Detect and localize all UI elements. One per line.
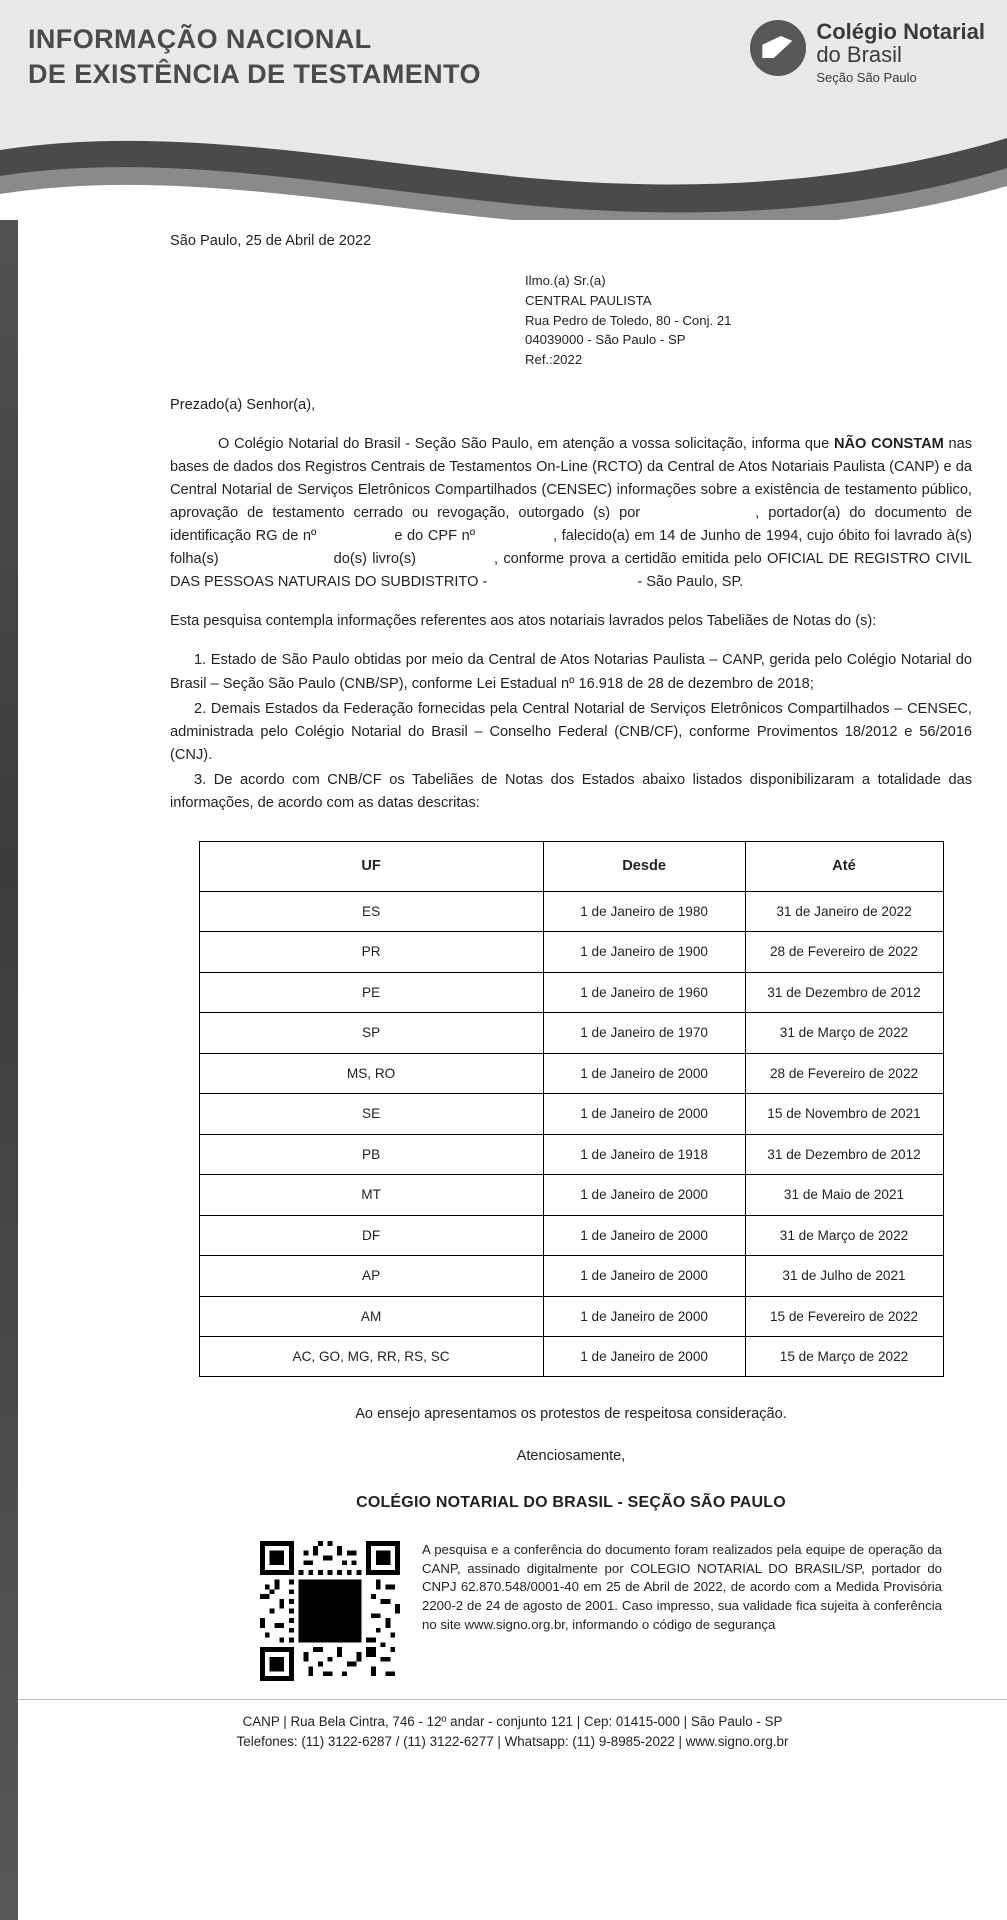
table-header-ate: Até [745,841,943,891]
footer-address-line: CANP | Rua Bela Cintra, 746 - 12º andar - conjunto 121 | Cep: 01415-000 | São Paulo - SP [242,1713,783,1729]
cell-uf: PR [199,932,543,972]
table-body [199,891,943,1377]
cell-uf: ES [199,891,543,931]
cell-uf: AM [199,1296,543,1336]
cell-desde: 1 de Janeiro de 2000 [543,1175,745,1215]
table-row [199,1296,943,1336]
cell-ate: 15 de Fevereiro de 2022 [745,1296,943,1336]
letter-paragraph-main [170,433,972,594]
paragraph-segment-d: e do CPF nº [394,528,476,545]
notary-pen-circle-icon [750,20,806,76]
letter-greeting: Prezado(a) Senhor(a), [170,397,316,414]
table-row [199,1013,943,1053]
cell-ate: 28 de Fevereiro de 2022 [745,1053,943,1093]
cell-desde: 1 de Janeiro de 2000 [543,1296,745,1336]
table-row [199,891,943,931]
table-header-uf: UF [199,841,543,891]
cell-uf: PE [199,972,543,1012]
letter-item-3: 3. De acordo com CNB/CF os Tabeliães de Notas dos Estados abaixo listados disponibilizaram a totalidade das informações, de acordo com as datas descritas: [170,771,972,811]
table-row [199,932,943,972]
cell-desde: 1 de Janeiro de 1900 [543,932,745,972]
cell-desde: 1 de Janeiro de 1970 [543,1013,745,1053]
closing-line-2: Atenciosamente, [516,1447,626,1464]
table-header-row [199,841,943,891]
recipient-line3: Rua Pedro de Toledo, 80 - Conj. 21 [525,312,732,328]
brand-logo [750,20,985,85]
uf-coverage-table [199,841,944,1378]
cell-ate: 31 de Maio de 2021 [745,1175,943,1215]
cell-uf: SE [199,1094,543,1134]
letter-item-2: 2. Demais Estados da Federação fornecidas pela Central Notarial de Serviços Eletrônicos Compartilhados – CENSEC, administrada pelo Colégio Notarial do Brasil – Conselho Federal (CNB/CF), conforme Provimentos 18/2012 e 56/2016 (CNJ). [170,700,972,763]
header-wave-decoration [0,110,1007,220]
recipient-line1: Ilmo.(a) Sr.(a) [525,273,606,289]
letter-body [0,230,1007,1681]
letter-item-1: 1. Estado de São Paulo obtidas por meio da Central de Atos Notarias Paulista – CANP, gerida pelo Colégio Notarial do Brasil – Seção São Paulo (CNB/SP), conforme Lei Estadual nº 16.918 de 28 de dezembro de 2018; [170,652,972,692]
logo-text-line3: Seção São Paulo [816,70,917,86]
cell-desde: 1 de Janeiro de 1960 [543,972,745,1012]
page-title [28,22,481,91]
table-row [199,1215,943,1255]
document-footer [0,1699,1007,1766]
cell-uf: SP [199,1013,543,1053]
recipient-line4: 04039000 - São Paulo - SP [525,332,686,348]
logo-text-line2: do Brasil [816,42,902,68]
legal-disclaimer-text: A pesquisa e a conferência do documento foram realizados pela equipe de operação da CANP, assinado digitalmente por COLEGIO NOTARIAL DO BRASIL/SP, portador do CNPJ 62.870.548/0001-40 em 25 de Abril de 2022, de acordo com a Medida Provisória 2200-2 de 24 de agosto de 2001. Caso impresso, sua validade fica sujeita à conferência no site www.signo.org.br, informando o código de segurança [422,1541,942,1632]
page-title-line1: INFORMAÇÃO NACIONAL [28,24,372,54]
document-header [0,0,1007,110]
closing-line-1: Ao ensejo apresentamos os protestos de respeitosa consideração. [355,1406,787,1423]
table-header-desde: Desde [543,841,745,891]
cell-ate: 31 de Março de 2022 [745,1215,943,1255]
cell-desde: 1 de Janeiro de 1918 [543,1134,745,1174]
table-row [199,1175,943,1215]
paragraph-emphasis-nao-constam: NÃO CONSTAM [833,436,944,453]
cell-uf: MT [199,1175,543,1215]
recipient-line5: Ref.:2022 [525,352,583,368]
table-row [199,1256,943,1296]
letter-date: São Paulo, 25 de Abril de 2022 [170,233,372,249]
cell-ate: 31 de Julho de 2021 [745,1256,943,1296]
table-row [199,1336,943,1376]
cell-uf: PB [199,1134,543,1174]
cell-ate: 28 de Fevereiro de 2022 [745,932,943,972]
cell-desde: 1 de Janeiro de 2000 [543,1053,745,1093]
recipient-line2: CENTRAL PAULISTA [525,292,652,308]
page-title-line2: DE EXISTÊNCIA DE TESTAMENTO [28,58,481,89]
recipient-block [525,271,972,370]
cell-ate: 31 de Dezembro de 2012 [745,1134,943,1174]
paragraph-segment-a: O Colégio Notarial do Brasil - Seção São Paulo, em atenção a vossa solicitação, informa que [218,436,834,453]
paragraph-segment-c: , portador(a) do documento de identificação RG de nº [170,505,973,545]
qr-code-icon [260,1541,400,1681]
cell-ate: 31 de Março de 2022 [745,1013,943,1053]
table-row [199,1053,943,1093]
logo-text-line1: Colégio Notarial [816,19,985,44]
cell-desde: 1 de Janeiro de 2000 [543,1336,745,1376]
paragraph-segment-f: do(s) livro(s) [333,551,416,568]
paragraph-segment-g: , conforme prova a certidão emitida pelo OFICIAL DE REGISTRO CIVIL DAS PESSOAS NATURAIS DO SUBDISTRITO - [170,551,973,591]
paragraph-segment-h: - São Paulo, SP. [637,574,744,591]
paragraph-segment-b: nas bases de dados dos Registros Centrais de Testamentos On-Line (RCTO) da Central de Atos Notariais Paulista (CANP) e da Central Notarial de Serviços Eletrônicos Compartilhados (CENSEC) informações sobre a existência de testamento público, aprovação de testamento cerrado ou revogação, outorgado (s) por [170,436,972,522]
footer-contact-line: Telefones: (11) 3122-6287 / (11) 3122-6277 | Whatsapp: (11) 9-8985-2022 | www.signo.org.br [236,1733,789,1749]
signature-line: COLÉGIO NOTARIAL DO BRASIL - SEÇÃO SÃO PAULO [356,1493,786,1511]
cell-uf: AC, GO, MG, RR, RS, SC [199,1336,543,1376]
cell-ate: 15 de Março de 2022 [745,1336,943,1376]
cell-uf: MS, RO [199,1053,543,1093]
cell-desde: 1 de Janeiro de 2000 [543,1256,745,1296]
cell-ate: 31 de Dezembro de 2012 [745,972,943,1012]
letter-paragraph-scope: Esta pesquisa contempla informações referentes aos atos notariais lavrados pelos Tabeliães de Notas do (s): [170,613,877,630]
cell-desde: 1 de Janeiro de 2000 [543,1094,745,1134]
validation-block [170,1541,972,1681]
table-row [199,972,943,1012]
table-row [199,1094,943,1134]
cell-desde: 1 de Janeiro de 2000 [543,1215,745,1255]
cell-uf: AP [199,1256,543,1296]
paragraph-segment-e: , falecido(a) em 14 de Junho de 1994, cujo óbito foi lavrado à(s) folha(s) [170,528,972,568]
cell-uf: DF [199,1215,543,1255]
cell-ate: 15 de Novembro de 2021 [745,1094,943,1134]
table-row [199,1134,943,1174]
cell-ate: 31 de Janeiro de 2022 [745,891,943,931]
cell-desde: 1 de Janeiro de 1980 [543,891,745,931]
